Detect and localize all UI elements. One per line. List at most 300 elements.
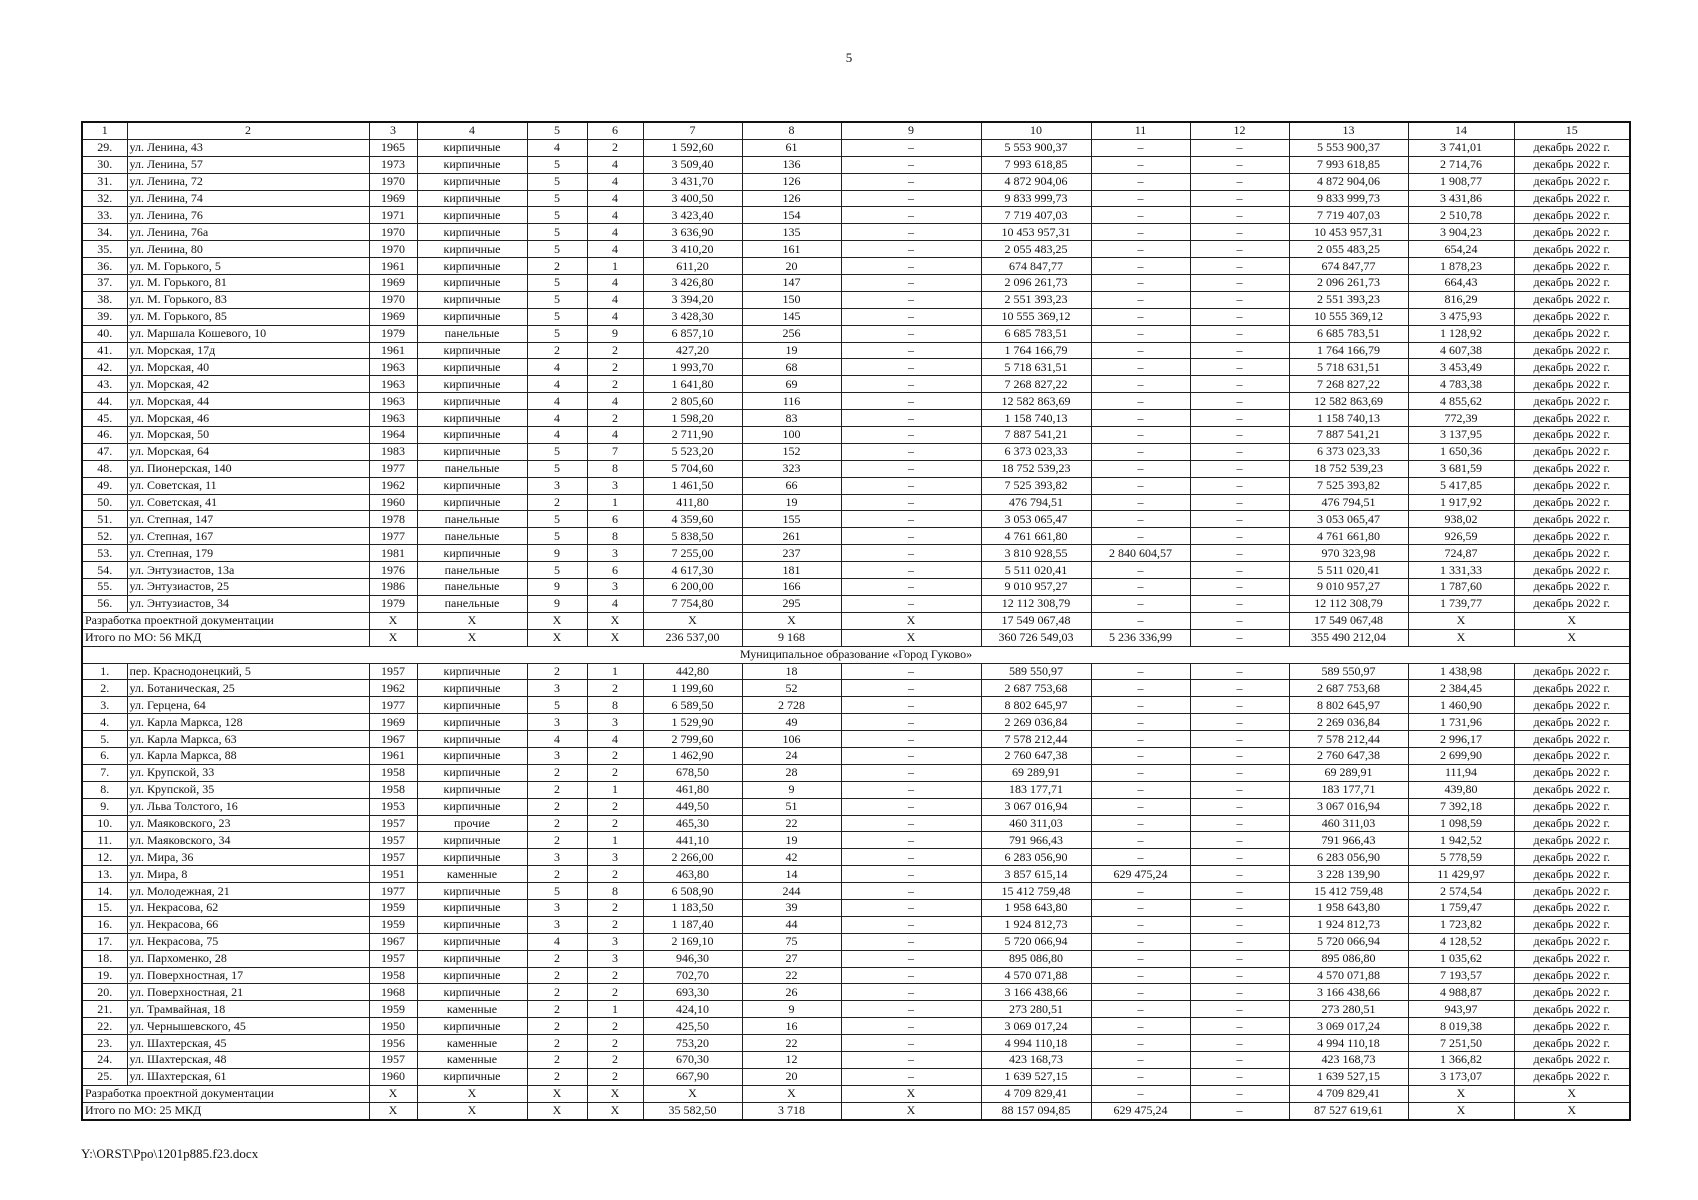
table-cell: 2 551 393,23: [981, 291, 1091, 308]
table-cell: панельные: [417, 579, 527, 596]
table-cell: 1977: [369, 460, 417, 477]
row-number-cell: 36.: [82, 258, 127, 275]
table-cell: 1953: [369, 798, 417, 815]
address-cell: пер. Краснодонецкий, 5: [127, 663, 369, 680]
table-cell: 5: [527, 697, 587, 714]
table-cell: –: [1190, 984, 1289, 1001]
table-cell: X: [417, 612, 527, 629]
table-cell: 7 993 618,85: [1289, 156, 1408, 173]
table-cell: 461,80: [643, 781, 742, 798]
table-cell: 2: [527, 494, 587, 511]
row-number-cell: 13.: [82, 866, 127, 883]
table-cell: 4: [527, 731, 587, 748]
address-cell: ул. Морская, 40: [127, 359, 369, 376]
table-cell: –: [1091, 460, 1190, 477]
table-cell: –: [1190, 224, 1289, 241]
table-cell: 3 857 615,14: [981, 866, 1091, 883]
address-cell: ул. Крупской, 33: [127, 764, 369, 781]
table-cell: 2 055 483,25: [1289, 241, 1408, 258]
table-cell: 3 069 017,24: [981, 1018, 1091, 1035]
table-cell: –: [1190, 815, 1289, 832]
table-cell: –: [841, 832, 981, 849]
table-cell: 2 728: [742, 697, 841, 714]
table-cell: 1964: [369, 427, 417, 444]
table-cell: –: [1190, 190, 1289, 207]
table-cell: 12 582 863,69: [1289, 393, 1408, 410]
table-cell: 18 752 539,23: [1289, 460, 1408, 477]
address-cell: ул. Морская, 17д: [127, 342, 369, 359]
table-cell: кирпичные: [417, 291, 527, 308]
table-cell: 3: [587, 545, 643, 562]
table-cell: декабрь 2022 г.: [1514, 207, 1630, 224]
table-row: [82, 899, 1630, 916]
table-cell: декабрь 2022 г.: [1514, 595, 1630, 612]
address-cell: ул. Шахтерская, 48: [127, 1051, 369, 1068]
address-cell: ул. Морская, 64: [127, 443, 369, 460]
table-cell: 2 711,90: [643, 427, 742, 444]
address-cell: ул. Морская, 42: [127, 376, 369, 393]
table-row: [82, 511, 1630, 528]
row-number-cell: 6.: [82, 747, 127, 764]
table-cell: 2 055 483,25: [981, 241, 1091, 258]
table-cell: –: [841, 443, 981, 460]
table-cell: 1968: [369, 984, 417, 1001]
address-cell: ул. Ленина, 57: [127, 156, 369, 173]
table-cell: –: [841, 950, 981, 967]
table-cell: X: [527, 1085, 587, 1102]
table-cell: кирпичные: [417, 139, 527, 156]
table-cell: декабрь 2022 г.: [1514, 1068, 1630, 1085]
row-number-cell: 2.: [82, 680, 127, 697]
table-cell: 6 200,00: [643, 579, 742, 596]
table-cell: 943,97: [1408, 1001, 1514, 1018]
table-cell: 2: [587, 342, 643, 359]
table-cell: 1 993,70: [643, 359, 742, 376]
table-row: [82, 731, 1630, 748]
table-cell: 465,30: [643, 815, 742, 832]
table-cell: 52: [742, 680, 841, 697]
table-row: [82, 714, 1630, 731]
table-cell: –: [1190, 714, 1289, 731]
table-cell: 4: [527, 359, 587, 376]
table-cell: 4 994 110,18: [981, 1035, 1091, 1052]
address-cell: ул. Трамвайная, 18: [127, 1001, 369, 1018]
table-cell: 1969: [369, 190, 417, 207]
summary-row: [82, 1102, 1630, 1119]
table-cell: –: [841, 494, 981, 511]
address-cell: ул. Некрасова, 75: [127, 933, 369, 950]
table-cell: 4 709 829,41: [1289, 1085, 1408, 1102]
table-cell: –: [1190, 629, 1289, 646]
table-cell: прочие: [417, 815, 527, 832]
table-cell: 5 417,85: [1408, 477, 1514, 494]
table-cell: –: [1091, 477, 1190, 494]
table-cell: кирпичные: [417, 1018, 527, 1035]
table-row: [82, 781, 1630, 798]
row-number-cell: 45.: [82, 410, 127, 427]
table-cell: декабрь 2022 г.: [1514, 967, 1630, 984]
table-cell: декабрь 2022 г.: [1514, 443, 1630, 460]
table-cell: декабрь 2022 г.: [1514, 866, 1630, 883]
table-cell: –: [841, 308, 981, 325]
table-cell: 2: [587, 1051, 643, 1068]
table-cell: –: [1190, 933, 1289, 950]
table-cell: декабрь 2022 г.: [1514, 342, 1630, 359]
table-cell: 2 510,78: [1408, 207, 1514, 224]
table-cell: декабрь 2022 г.: [1514, 258, 1630, 275]
table-cell: 5 523,20: [643, 443, 742, 460]
table-cell: кирпичные: [417, 342, 527, 359]
table-cell: 355 490 212,04: [1289, 629, 1408, 646]
table-cell: 3 431,86: [1408, 190, 1514, 207]
table-cell: 1: [587, 1001, 643, 1018]
table-cell: кирпичные: [417, 494, 527, 511]
address-cell: ул. Маяковского, 23: [127, 815, 369, 832]
table-cell: 1 942,52: [1408, 832, 1514, 849]
table-cell: 7 255,00: [643, 545, 742, 562]
row-number-cell: 14.: [82, 883, 127, 900]
table-cell: 1951: [369, 866, 417, 883]
table-cell: –: [1190, 258, 1289, 275]
table-cell: 3: [527, 899, 587, 916]
table-cell: 1979: [369, 325, 417, 342]
table-cell: 1 924 812,73: [1289, 916, 1408, 933]
table-cell: 7 525 393,82: [1289, 477, 1408, 494]
address-cell: ул. Мира, 36: [127, 849, 369, 866]
table-cell: 5: [527, 224, 587, 241]
table-row: [82, 967, 1630, 984]
table-cell: –: [1091, 241, 1190, 258]
table-cell: 2: [527, 984, 587, 1001]
table-cell: 10 453 957,31: [1289, 224, 1408, 241]
table-cell: 4: [587, 173, 643, 190]
table-cell: –: [1091, 663, 1190, 680]
row-number-cell: 41.: [82, 342, 127, 359]
table-cell: –: [841, 1068, 981, 1085]
table-cell: 3 423,40: [643, 207, 742, 224]
table-cell: 237: [742, 545, 841, 562]
table-cell: 1962: [369, 680, 417, 697]
table-cell: 1963: [369, 359, 417, 376]
table-cell: 441,10: [643, 832, 742, 849]
table-cell: декабрь 2022 г.: [1514, 325, 1630, 342]
table-cell: –: [1190, 1018, 1289, 1035]
table-cell: X: [587, 612, 643, 629]
table-cell: 6 857,10: [643, 325, 742, 342]
table-cell: –: [1190, 849, 1289, 866]
table-row: [82, 883, 1630, 900]
table-cell: 1 639 527,15: [981, 1068, 1091, 1085]
table-cell: –: [841, 325, 981, 342]
table-cell: 449,50: [643, 798, 742, 815]
table-cell: 3 904,23: [1408, 224, 1514, 241]
address-cell: ул. Шахтерская, 45: [127, 1035, 369, 1052]
table-row: [82, 697, 1630, 714]
table-cell: –: [1190, 663, 1289, 680]
table-cell: декабрь 2022 г.: [1514, 714, 1630, 731]
table-cell: –: [1091, 595, 1190, 612]
table-cell: –: [1091, 443, 1190, 460]
table-cell: 51: [742, 798, 841, 815]
table-cell: 2: [527, 967, 587, 984]
table-cell: кирпичные: [417, 207, 527, 224]
address-cell: ул. Пионерская, 140: [127, 460, 369, 477]
table-cell: –: [1091, 139, 1190, 156]
table-cell: –: [1091, 883, 1190, 900]
table-cell: каменные: [417, 1001, 527, 1018]
address-cell: ул. Молодежная, 21: [127, 883, 369, 900]
row-number-cell: 38.: [82, 291, 127, 308]
table-cell: 236 537,00: [643, 629, 742, 646]
table-cell: 2 096 261,73: [1289, 275, 1408, 292]
table-cell: 9: [742, 781, 841, 798]
table-cell: 5 511 020,41: [1289, 562, 1408, 579]
table-cell: кирпичные: [417, 427, 527, 444]
table-cell: 970 323,98: [1289, 545, 1408, 562]
address-cell: ул. Некрасова, 66: [127, 916, 369, 933]
table-cell: 1 158 740,13: [981, 410, 1091, 427]
table-cell: 5 838,50: [643, 528, 742, 545]
table-row: [82, 815, 1630, 832]
table-cell: 1973: [369, 156, 417, 173]
table-cell: 19: [742, 342, 841, 359]
table-cell: декабрь 2022 г.: [1514, 494, 1630, 511]
footer-file-path: Y:\ORST\Ppo\1201p885.f23.docx: [81, 1146, 259, 1161]
table-cell: 654,24: [1408, 241, 1514, 258]
table-cell: 4 128,52: [1408, 933, 1514, 950]
table-cell: 3 053 065,47: [1289, 511, 1408, 528]
row-number-cell: 37.: [82, 275, 127, 292]
table-cell: 7 578 212,44: [1289, 731, 1408, 748]
table-cell: декабрь 2022 г.: [1514, 731, 1630, 748]
table-cell: –: [1091, 984, 1190, 1001]
table-cell: 360 726 549,03: [981, 629, 1091, 646]
table-cell: 5: [527, 511, 587, 528]
table-cell: 106: [742, 731, 841, 748]
table-cell: 2: [527, 764, 587, 781]
table-cell: 2: [527, 950, 587, 967]
table-cell: 135: [742, 224, 841, 241]
table-cell: декабрь 2022 г.: [1514, 190, 1630, 207]
table-cell: 2: [587, 866, 643, 883]
table-cell: –: [1190, 1102, 1289, 1119]
table-cell: 3 431,70: [643, 173, 742, 190]
table-cell: –: [1091, 916, 1190, 933]
table-cell: –: [1190, 832, 1289, 849]
table-cell: 8 802 645,97: [981, 697, 1091, 714]
table-cell: –: [1091, 680, 1190, 697]
column-header: 1: [82, 122, 127, 139]
table-cell: 14: [742, 866, 841, 883]
table-cell: кирпичные: [417, 764, 527, 781]
table-cell: 28: [742, 764, 841, 781]
table-cell: 5: [527, 156, 587, 173]
table-cell: 111,94: [1408, 764, 1514, 781]
table-cell: 423 168,73: [981, 1051, 1091, 1068]
table-cell: кирпичные: [417, 849, 527, 866]
row-number-cell: 7.: [82, 764, 127, 781]
table-cell: 116: [742, 393, 841, 410]
address-cell: ул. Льва Толстого, 16: [127, 798, 369, 815]
address-cell: ул. Ленина, 72: [127, 173, 369, 190]
table-cell: –: [841, 984, 981, 1001]
address-cell: ул. Маяковского, 34: [127, 832, 369, 849]
table-cell: X: [841, 629, 981, 646]
address-cell: ул. Ленина, 76: [127, 207, 369, 224]
table-cell: 6 589,50: [643, 697, 742, 714]
table-cell: 1 199,60: [643, 680, 742, 697]
table-cell: –: [841, 680, 981, 697]
table-cell: 2 169,10: [643, 933, 742, 950]
address-cell: ул. Энтузиастов, 34: [127, 595, 369, 612]
table-cell: 22: [742, 967, 841, 984]
table-cell: 1960: [369, 494, 417, 511]
table-cell: 87 527 619,61: [1289, 1102, 1408, 1119]
address-cell: ул. М. Горького, 85: [127, 308, 369, 325]
table-cell: 2: [527, 1035, 587, 1052]
row-number-cell: 54.: [82, 562, 127, 579]
table-cell: 3 681,59: [1408, 460, 1514, 477]
table-cell: декабрь 2022 г.: [1514, 224, 1630, 241]
table-row: [82, 916, 1630, 933]
table-cell: X: [742, 612, 841, 629]
table-cell: –: [1190, 612, 1289, 629]
column-header: 10: [981, 122, 1091, 139]
table-cell: 3: [587, 477, 643, 494]
table-row: [82, 308, 1630, 325]
table-cell: –: [1091, 410, 1190, 427]
table-cell: декабрь 2022 г.: [1514, 680, 1630, 697]
table-row: [82, 1051, 1630, 1068]
table-cell: декабрь 2022 г.: [1514, 359, 1630, 376]
table-cell: 19: [742, 494, 841, 511]
table-cell: X: [841, 612, 981, 629]
column-header: 6: [587, 122, 643, 139]
table-cell: кирпичные: [417, 697, 527, 714]
table-cell: 4: [587, 156, 643, 173]
table-cell: 1956: [369, 1035, 417, 1052]
address-cell: ул. Пархоменко, 28: [127, 950, 369, 967]
address-cell: ул. Степная, 167: [127, 528, 369, 545]
table-cell: 1 462,90: [643, 747, 742, 764]
table-cell: 1 598,20: [643, 410, 742, 427]
row-number-cell: 20.: [82, 984, 127, 1001]
table-cell: 10 453 957,31: [981, 224, 1091, 241]
row-number-cell: 5.: [82, 731, 127, 748]
table-cell: 2 574,54: [1408, 883, 1514, 900]
table-cell: 256: [742, 325, 841, 342]
table-cell: –: [841, 714, 981, 731]
table-cell: 7 268 827,22: [981, 376, 1091, 393]
table-cell: 1977: [369, 697, 417, 714]
table-cell: 2: [527, 1051, 587, 1068]
table-cell: 411,80: [643, 494, 742, 511]
table-cell: кирпичные: [417, 258, 527, 275]
table-cell: 3 509,40: [643, 156, 742, 173]
table-cell: 9 833 999,73: [981, 190, 1091, 207]
table-cell: кирпичные: [417, 275, 527, 292]
table-cell: 261: [742, 528, 841, 545]
table-cell: 1: [587, 663, 643, 680]
table-cell: 693,30: [643, 984, 742, 1001]
table-cell: 6: [587, 562, 643, 579]
table-cell: кирпичные: [417, 967, 527, 984]
table-cell: X: [369, 1102, 417, 1119]
table-cell: 1965: [369, 139, 417, 156]
table-cell: 791 966,43: [1289, 832, 1408, 849]
table-cell: 589 550,97: [1289, 663, 1408, 680]
address-cell: ул. Морская, 44: [127, 393, 369, 410]
table-cell: 3 173,07: [1408, 1068, 1514, 1085]
table-cell: –: [1091, 849, 1190, 866]
table-row: [82, 427, 1630, 444]
table-cell: 16: [742, 1018, 841, 1035]
table-cell: 19: [742, 832, 841, 849]
table-cell: 2: [587, 764, 643, 781]
table-cell: 678,50: [643, 764, 742, 781]
row-number-cell: 12.: [82, 849, 127, 866]
table-cell: –: [1091, 393, 1190, 410]
table-cell: –: [1190, 528, 1289, 545]
table-cell: 5: [527, 460, 587, 477]
table-cell: 1969: [369, 308, 417, 325]
table-cell: декабрь 2022 г.: [1514, 663, 1630, 680]
table-cell: 667,90: [643, 1068, 742, 1085]
table-cell: X: [1514, 612, 1630, 629]
column-header: 3: [369, 122, 417, 139]
table-cell: –: [1091, 156, 1190, 173]
table-row: [82, 173, 1630, 190]
table-cell: –: [841, 866, 981, 883]
table-cell: 1957: [369, 950, 417, 967]
table-cell: X: [1408, 629, 1514, 646]
table-cell: 3 718: [742, 1102, 841, 1119]
table-cell: X: [1514, 629, 1630, 646]
table-cell: 3 067 016,94: [1289, 798, 1408, 815]
table-cell: 24: [742, 747, 841, 764]
table-row: [82, 680, 1630, 697]
table-cell: кирпичные: [417, 241, 527, 258]
table-cell: 9: [527, 595, 587, 612]
table-cell: X: [1514, 1102, 1630, 1119]
table-cell: 423 168,73: [1289, 1051, 1408, 1068]
table-row: [82, 528, 1630, 545]
table-cell: 1 878,23: [1408, 258, 1514, 275]
table-cell: –: [1091, 291, 1190, 308]
table-cell: декабрь 2022 г.: [1514, 139, 1630, 156]
table-cell: кирпичные: [417, 933, 527, 950]
table-cell: –: [1190, 781, 1289, 798]
address-cell: ул. Советская, 41: [127, 494, 369, 511]
table-cell: 1 331,33: [1408, 562, 1514, 579]
table-cell: 9: [742, 1001, 841, 1018]
column-header: 12: [1190, 122, 1289, 139]
table-cell: 1 460,90: [1408, 697, 1514, 714]
table-cell: 1 098,59: [1408, 815, 1514, 832]
table-cell: декабрь 2022 г.: [1514, 899, 1630, 916]
table-cell: –: [1091, 528, 1190, 545]
table-cell: 1957: [369, 832, 417, 849]
table-cell: –: [1091, 511, 1190, 528]
address-cell: ул. Мира, 8: [127, 866, 369, 883]
table-row: [82, 950, 1630, 967]
table-cell: 4: [587, 190, 643, 207]
table-cell: декабрь 2022 г.: [1514, 1035, 1630, 1052]
table-cell: 9: [527, 579, 587, 596]
table-cell: 12: [742, 1051, 841, 1068]
table-cell: 611,20: [643, 258, 742, 275]
table-cell: 1959: [369, 899, 417, 916]
